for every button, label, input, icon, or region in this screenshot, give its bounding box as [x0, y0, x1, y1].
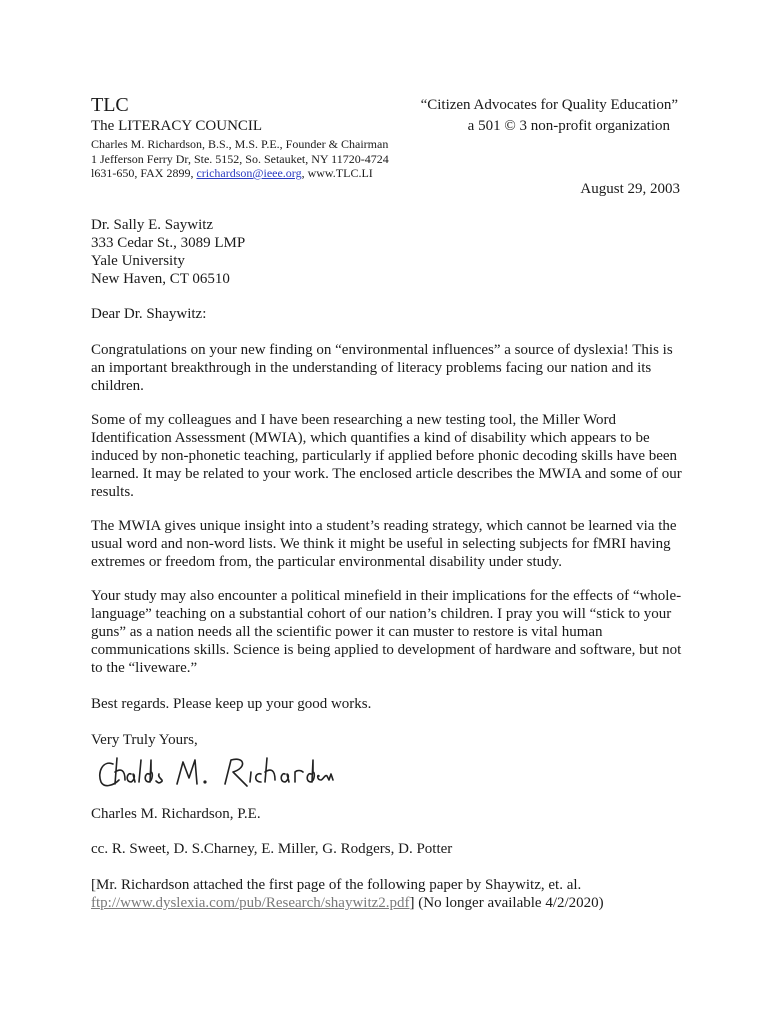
tagline: “Citizen Advocates for Quality Education” [420, 97, 678, 113]
closing: Very Truly Yours, [91, 732, 198, 748]
note-prefix: [Mr. Richardson attached the first page of the following paper by Shaywitz, et. al. [91, 877, 582, 893]
handwritten-signature [95, 750, 335, 795]
paragraph-2: Some of my colleagues and I have been researching a new testing tool, the Miller Word Identification Assessment (MWIA), which quantifies a kind of disability which appears to be induced by non-phonetic teaching, particularly if applied before phonic decoding skills have been learned. It may be related to your work. The enclosed article describes the MWIA and some of our results. [91, 412, 682, 500]
email-link[interactable]: crichardson@ieee.org [196, 166, 302, 180]
nonprofit-status: a 501 © 3 non-profit organization [467, 118, 670, 134]
contact-line [91, 166, 373, 181]
letter-date: August 29, 2003 [580, 181, 680, 197]
paper-link[interactable]: ftp://www.dyslexia.com/pub/Research/shaywitz2.pdf [91, 895, 410, 911]
org-full-name: The LITERACY COUNCIL [91, 118, 263, 134]
recipient-name: Dr. Sally E. Saywitz [91, 217, 214, 233]
attachment-note [91, 876, 686, 912]
salutation: Dear Dr. Shaywitz: [91, 306, 207, 322]
founder-line: Charles M. Richardson, B.S., M.S. P.E., Founder & Chairman [91, 137, 389, 151]
website: , www.TLC.LI [301, 166, 373, 180]
paragraph-5: Best regards. Please keep up your good works. [91, 696, 372, 712]
recipient-address [91, 216, 686, 288]
paragraph-3: The MWIA gives unique insight into a student’s reading strategy, which cannot be learned via the usual word and non-word lists. We think it might be useful in selecting subjects for fMRI having extremes or freedom from, the particular environmental disability under study. [91, 518, 677, 570]
org-short-name: TLC [91, 94, 129, 116]
phone-fax: l631-650, FAX 2899, [91, 166, 197, 180]
recipient-city: New Haven, CT 06510 [91, 271, 230, 287]
note-suffix: ] (No longer available 4/2/2020) [409, 895, 604, 911]
signer-name: Charles M. Richardson, P.E. [91, 806, 261, 822]
paragraph-4: Your study may also encounter a political minefield in their implications for the effects of “whole-language” teaching on a substantial cohort of our nation’s children. I pray you will “stick to your guns” as a nation needs all the scientific power it can muster to restore is vital human communications skills. Science is being applied to development of hardware and software, but not to the “liveware.” [91, 588, 682, 676]
address-line: 1 Jefferson Ferry Dr, Ste. 5152, So. Setauket, NY 11720-4724 [91, 152, 389, 166]
recipient-street: 333 Cedar St., 3089 LMP [91, 235, 246, 251]
cc-line: cc. R. Sweet, D. S.Charney, E. Miller, G. Rodgers, D. Potter [91, 841, 453, 857]
paragraph-1: Congratulations on your new finding on “environmental influences” a source of dyslexia! This is an important breakthrough in the understanding of literacy problems facing our nation and its children. [91, 342, 673, 394]
recipient-institution: Yale University [91, 253, 185, 269]
